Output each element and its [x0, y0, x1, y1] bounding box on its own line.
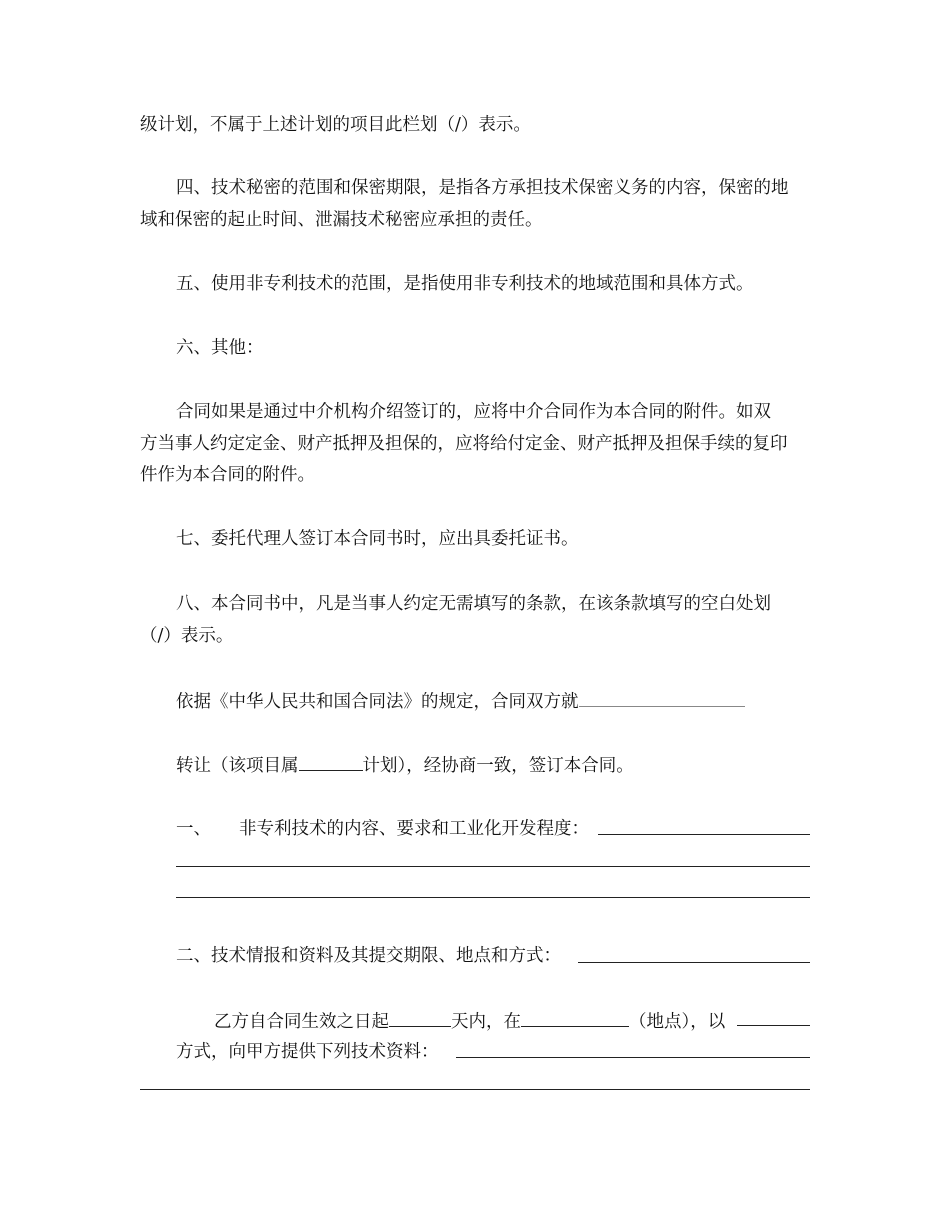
- delivery-line-2: 方式，向甲方提供下列技术资料：: [176, 1042, 439, 1062]
- method-blank[interactable]: [737, 1025, 810, 1026]
- paragraph-4-line-1: 四、技术秘密的范围和保密期限，是指各方承担技术保密义务的内容，保密的地: [176, 178, 789, 198]
- delivery-text-3: （地点），以: [629, 1012, 726, 1032]
- paragraph-contract-line-1: 合同如果是通过中介机构介绍签订的，应将中介合同作为本合同的附件。如双: [176, 402, 771, 422]
- location-blank[interactable]: [521, 1008, 629, 1027]
- paragraph-7: 七、委托代理人签订本合同书时，应出具委托证书。: [176, 529, 579, 549]
- paragraph-contract-line-2: 方当事人约定定金、财产抵押及担保的，应将给付定金、财产抵押及担保手续的复印: [140, 434, 788, 454]
- transfer-suffix: 计划），经协商一致，签订本合同。: [362, 756, 634, 776]
- paragraph-contract-line-3: 件作为本合同的附件。: [140, 465, 315, 485]
- section-1-blank-line-1[interactable]: [176, 866, 810, 867]
- section-1-blank-line-2[interactable]: [176, 897, 810, 898]
- materials-blank-inline[interactable]: [456, 1057, 810, 1058]
- paragraph-6: 六、其他：: [176, 338, 264, 358]
- project-name-blank[interactable]: [579, 688, 745, 707]
- plan-level-blank[interactable]: [299, 752, 363, 771]
- basis-line: [176, 688, 745, 714]
- paragraph-5: 五、使用非专利技术的范围，是指使用非专利技术的地域范围和具体方式。: [176, 274, 754, 294]
- days-blank[interactable]: [389, 1008, 451, 1027]
- section-1-number: 一、: [176, 819, 211, 839]
- section-2-heading: 二、技术情报和资料及其提交期限、地点和方式：: [176, 946, 561, 966]
- transfer-line: [176, 752, 634, 778]
- section-2-blank-inline[interactable]: [578, 962, 810, 963]
- paragraph-8-line-1: 八、本合同书中，凡是当事人约定无需填写的条款，在该条款填写的空白处划: [176, 594, 771, 614]
- paragraph-4-line-2: 域和保密的起止时间、泄漏技术秘密应承担的责任。: [140, 210, 543, 230]
- basis-text: 依据《中华人民共和国合同法》的规定，合同双方就: [176, 692, 579, 712]
- materials-blank-line[interactable]: [140, 1089, 810, 1090]
- paragraph-8-line-2: （/）表示。: [140, 626, 234, 646]
- section-1-text: 非专利技术的内容、要求和工业化开发程度：: [239, 819, 589, 839]
- paragraph-plan-tail: 级计划，不属于上述计划的项目此栏划（/）表示。: [140, 115, 531, 135]
- delivery-line-1: [214, 1008, 725, 1034]
- transfer-prefix: 转让（该项目属: [176, 756, 299, 776]
- section-1-heading: [176, 817, 589, 841]
- delivery-text-2: 天内，在: [451, 1012, 521, 1032]
- delivery-text-1: 乙方自合同生效之日起: [214, 1012, 389, 1032]
- section-1-blank-inline[interactable]: [598, 834, 810, 835]
